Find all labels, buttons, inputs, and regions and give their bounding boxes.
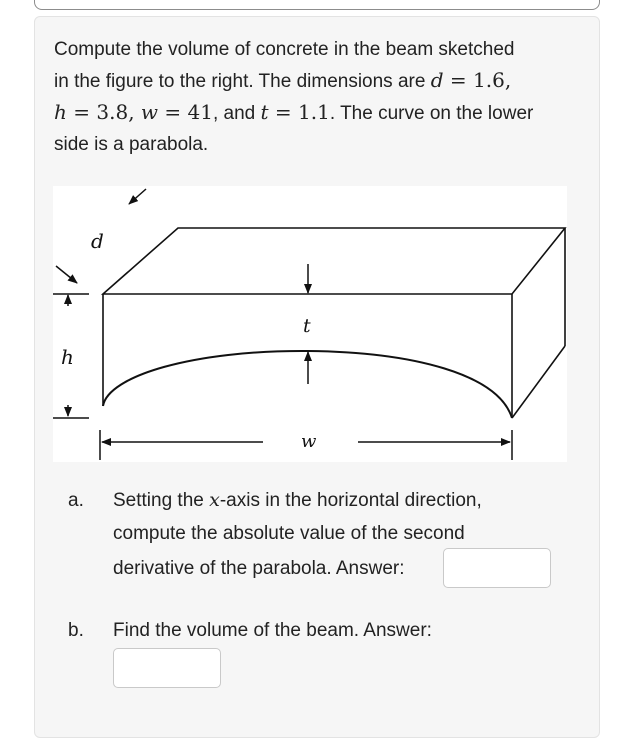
label-t: t (303, 315, 311, 337)
label-w: w (301, 431, 317, 452)
beam-diagram (53, 186, 567, 462)
part-a-line-1: Setting the x-axis in the horizontal direction, (113, 489, 482, 511)
question-line-3: h = 3.8, w = 41, and t = 1.1. The curve on the lower (54, 100, 534, 124)
value-w: 41 (187, 100, 213, 124)
var-h: h (54, 100, 67, 124)
question-text (54, 34, 584, 160)
beam-right-side-bottom (512, 346, 565, 418)
d-dimension-line (129, 189, 146, 204)
question-line-4: side is a parabola. (54, 134, 209, 155)
value-h: 3.8 (96, 100, 129, 124)
question-line-2: in the figure to the right. The dimensions are d = 1.6, (54, 68, 512, 92)
part-a-line-2: compute the absolute value of the second (113, 523, 465, 544)
part-b-text: Find the volume of the beam. Answer: (113, 620, 432, 641)
beam-figure (53, 186, 567, 462)
value-t: 1.1 (298, 100, 330, 124)
var-w: w (140, 100, 159, 124)
label-h: h (61, 345, 74, 369)
value-d: 1.6 (473, 68, 505, 92)
previous-card-edge (34, 0, 600, 10)
answer-b-input[interactable] (113, 648, 221, 688)
var-d: d (430, 68, 444, 92)
part-a-letter: a. (68, 490, 84, 511)
beam-top-face (103, 228, 565, 294)
h-top-diagonal-arrow (56, 266, 77, 283)
label-d: d (91, 229, 104, 253)
question-line-1: Compute the volume of concrete in the beam sketched (54, 39, 515, 60)
var-t: t (260, 100, 269, 124)
var-x: x (209, 489, 220, 511)
answer-a-input[interactable] (443, 548, 551, 588)
part-b (0, 614, 633, 648)
part-a-line-3: derivative of the parabola. Answer: (113, 558, 405, 579)
part-b-letter: b. (68, 620, 84, 641)
